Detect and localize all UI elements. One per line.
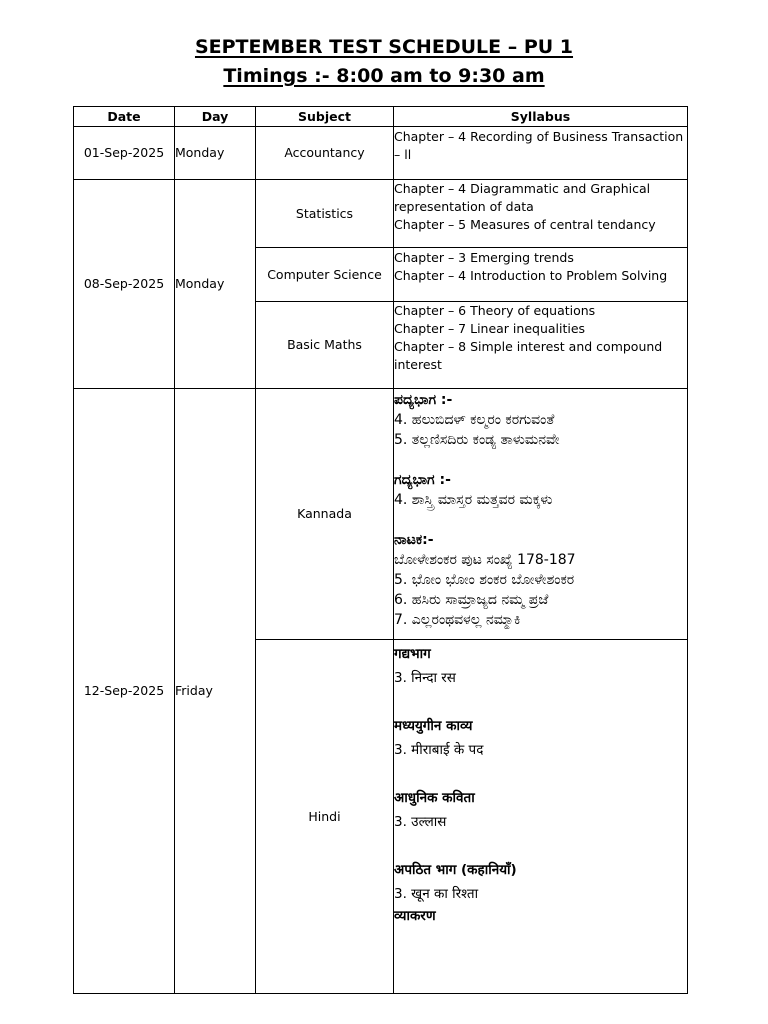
table-row <box>74 127 688 180</box>
syllabus-item: Chapter – 3 Emerging trends <box>394 250 574 265</box>
syllabus-item: 6. ಹಸಿರು ಸಾಮ್ರಾಜ್ಯದ ನಮ್ಮ ಪ್ರಜೆ <box>394 592 549 608</box>
subject-cell: Hindi <box>256 640 394 994</box>
syllabus-item: 3. मीराबाई के पद <box>394 742 484 758</box>
table-header-row <box>74 107 688 127</box>
table-row <box>74 389 688 640</box>
header-syllabus: Syllabus <box>394 107 688 127</box>
header-subject: Subject <box>256 107 394 127</box>
kannada-padya-heading: ಪದ್ಯಭಾಗ :- <box>394 392 453 408</box>
schedule-table <box>73 106 688 994</box>
hindi-section-heading: मध्ययुगीन काव्य <box>394 718 473 734</box>
date-cell: 08-Sep-2025 <box>74 180 175 389</box>
syllabus-item: 3. निन्दा रस <box>394 670 456 686</box>
subject-cell: Accountancy <box>256 127 394 180</box>
kannada-gadya-heading: ಗದ್ಯಭಾಗ :- <box>394 472 451 488</box>
header-date: Date <box>74 107 175 127</box>
syllabus-item: Chapter – 4 Introduction to Problem Solving <box>394 268 668 283</box>
timings-subtitle: Timings :- 8:00 am to 9:30 am <box>223 65 545 87</box>
subject-cell: Basic Maths <box>256 302 394 389</box>
kannada-nataka-heading: ನಾಟಕ:- <box>394 532 434 548</box>
syllabus-item: 3. खून का रिश्ता <box>394 886 479 902</box>
syllabus-item: 7. ಎಲ್ಲರಂಥವಳಲ್ಲ ನಮ್ಮಾಕಿ <box>394 612 521 628</box>
day-cell: Friday <box>175 389 256 994</box>
syllabus-cell <box>394 248 688 302</box>
syllabus-item: Chapter – 8 Simple interest and compound interest <box>394 339 663 372</box>
syllabus-item: 5. ಭೋಂ ಭೋಂ ಶಂಕರ ಬೋಳೇಶಂಕರ <box>394 572 575 588</box>
syllabus-item: 4. ಶಾಸ್ತ್ರಿ ಮಾಸ್ತರ ಮತ್ತವರ ಮಕ್ಕಳು <box>394 492 553 508</box>
syllabus-item: Chapter – 4 Diagrammatic and Graphical representation of data <box>394 181 651 214</box>
day-cell: Monday <box>175 127 256 180</box>
syllabus-item: ಬೋಳೇಶಂಕರ ಪುಟ ಸಂಖ್ಯೆ 178-187 <box>394 552 576 568</box>
syllabus-item: Chapter – 5 Measures of central tendancy <box>394 217 656 232</box>
subject-cell: Statistics <box>256 180 394 248</box>
date-cell: 01-Sep-2025 <box>74 127 175 180</box>
date-cell: 12-Sep-2025 <box>74 389 175 994</box>
page-title: SEPTEMBER TEST SCHEDULE – PU 1 <box>194 36 574 58</box>
syllabus-item: Chapter – 7 Linear inequalities <box>394 321 586 336</box>
subject-cell: Kannada <box>256 389 394 640</box>
syllabus-cell <box>394 127 688 180</box>
hindi-section-heading: अपठित भाग (कहानियाँ) <box>394 862 517 878</box>
syllabus-cell <box>394 640 688 994</box>
syllabus-cell <box>394 302 688 389</box>
syllabus-item: Chapter – 4 Recording of Business Transaction – ll <box>394 129 684 162</box>
header-day: Day <box>175 107 256 127</box>
hindi-section-heading: आधुनिक कविता <box>394 790 475 806</box>
syllabus-item: 4. ಹಲುಬಿದಳ್ ಕಲ್ಮರಂ ಕರಗುವಂತೆ <box>394 412 555 428</box>
syllabus-cell <box>394 180 688 248</box>
syllabus-item: 3. उल्लास <box>394 814 447 830</box>
hindi-section-heading: गद्यभाग <box>394 646 431 662</box>
hindi-section-heading: व्याकरण <box>394 908 436 924</box>
syllabus-item: Chapter – 6 Theory of equations <box>394 303 596 318</box>
syllabus-item: 5. ತಲ್ಲಣಿಸದಿರು ಕಂಡ್ಯ ತಾಳುಮನವೇ <box>394 432 560 448</box>
day-cell: Monday <box>175 180 256 389</box>
syllabus-cell <box>394 389 688 640</box>
subject-cell: Computer Science <box>256 248 394 302</box>
table-row <box>74 180 688 248</box>
